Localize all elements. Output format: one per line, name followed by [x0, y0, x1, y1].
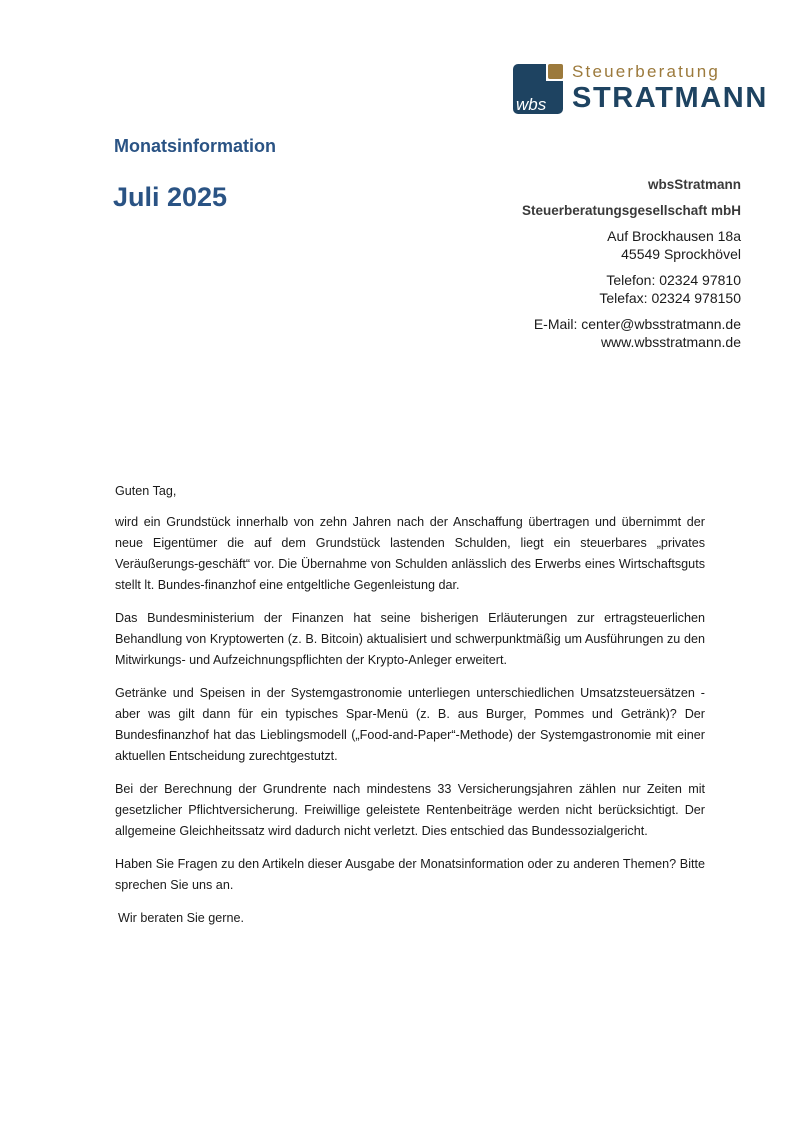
city-address: 45549 Sprockhövel: [621, 246, 741, 262]
contact-block: [522, 176, 741, 351]
logo-company-name: STRATMANN: [572, 82, 768, 114]
street-address: Auf Brockhausen 18a: [607, 228, 741, 244]
wbs-logo-icon: [513, 64, 563, 114]
fax-number: Telefax: 02324 978150: [599, 290, 741, 306]
closing-line: Wir beraten Sie gerne.: [118, 911, 244, 925]
website-link[interactable]: www.wbsstratmann.de: [600, 334, 741, 350]
greeting: Guten Tag,: [115, 484, 177, 498]
paragraph-questions: Haben Sie Fragen zu den Artikeln dieser Ausgabe der Monatsinformation oder zu anderen Themen? Bitte sprechen Sie uns an.: [115, 857, 705, 892]
paragraph-basic-pension: Bei der Berechnung der Grundrente nach mindestens 33 Versicherungsjahren zählen nur Zeiten mit gesetzlicher Pflichtversicherung. Freiwillige geleistete Rentenbeiträge werden nicht berücksichtigt. Der allgemeine Gleichheitssatz wird dadurch nicht verletzt. Dies entschied das Bundessozialgericht.: [115, 782, 705, 838]
logo-monogram: wbs: [516, 95, 547, 114]
newsletter-title: Monatsinformation: [114, 136, 276, 156]
phone-number: Telefon: 02324 97810: [606, 272, 741, 288]
firm-name: wbsStratmann: [647, 177, 741, 192]
firm-legal-name: Steuerberatungsgesellschaft mbH: [521, 203, 741, 218]
logo-tagline: Steuerberatung: [572, 62, 720, 81]
paragraph-crypto: Das Bundesministerium der Finanzen hat seine bisherigen Erläuterungen zur ertragsteuerlichen Behandlung von Kryptowerten (z. B. Bitcoin) aktualisiert und schwerpunktmäßig um Ausführungen zu den Mitwirkungs- und Aufzeichnungspflichten der Krypto-Anleger erweitert.: [115, 611, 705, 667]
paragraph-property-sale: wird ein Grundstück innerhalb von zehn Jahren nach der Anschaffung übertragen und übernimmt der neue Eigentümer die auf dem Grundstück lastenden Schulden, liegt ein steuerbares „privates Veräußerungs-geschäft“ vor. Die Übernahme von Schulden anlässlich des Erwerbs eines Wirtschaftsguts stellt lt. Bundes-finanzhof eine entgeltliche Gegenleistung dar.: [115, 515, 705, 592]
paragraph-gastronomy-vat: Getränke und Speisen in der Systemgastronomie unterliegen unterschiedlichen Umsatzsteuersätzen - aber was gilt dann für ein typisches Spar-Menü (z. B. aus Burger, Pommes und Getränk)? Der Bundesfinanzhof hat das Lieblingsmodell („Food-and-Paper“-Methode) der Systemgastronomie mit einer aktuellen Entscheidung zurechtgestutzt.: [115, 686, 705, 763]
issue-date: Juli 2025: [113, 182, 228, 212]
email-address[interactable]: E-Mail: center@wbsstratmann.de: [533, 316, 741, 332]
letter-body: [115, 481, 705, 941]
company-logo: [513, 62, 768, 116]
